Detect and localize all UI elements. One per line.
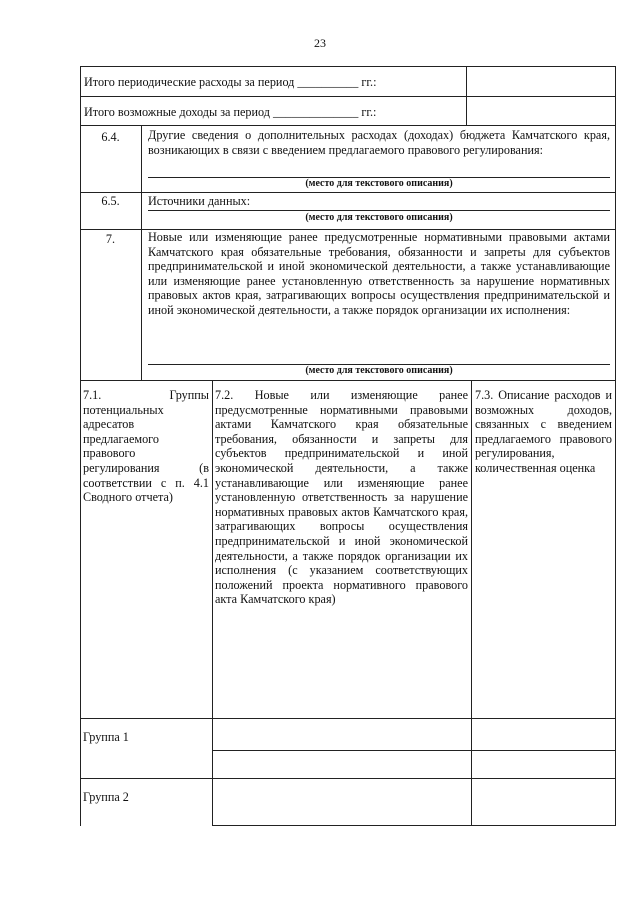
totals-table — [80, 66, 616, 126]
col2-header: 7.2. Новые или изменяющие ранее предусмотренные нормативными правовыми актами Камчатского края обязательные требования, обязанности и запреты для субъектов предпринимательской и иной экономической деятельности, а также устанавливающие или изменяющие ранее установленную ответственность за нарушение нормативных правовых актов Камчатского края, затрагивающих вопросы осуществления предпринимательской и иной экономической деятельности, а также порядок организации их исполнения (с указанием соответствующих положений проекта нормативного правового акта Камчатского края) — [215, 388, 468, 607]
sections-block — [80, 126, 616, 381]
group-1-label: Группа 1 — [83, 730, 129, 744]
section-6-5-text: Источники данных: — [148, 194, 251, 208]
section-7-caption: (место для текстового описания) — [305, 365, 453, 376]
section-6-4-number: 6.4. — [101, 130, 120, 144]
requirements-table — [80, 380, 616, 826]
group-2-label: Группа 2 — [83, 790, 129, 804]
section-6-5-caption: (место для текстового описания) — [305, 212, 453, 223]
col3-header: 7.3. Описание расходов и возможных доходов, связанных с введением предлагаемого правового регулирования, количественная оценка — [475, 388, 612, 475]
section-6-4-caption: (место для текстового описания) — [305, 178, 453, 189]
total-income-label: Итого возможные доходы за период ______________ гг.: — [84, 105, 377, 119]
total-periodic-label: Итого периодические расходы за период __________ гг.: — [84, 75, 377, 89]
section-6-5-number: 6.5. — [101, 194, 120, 208]
page-number: 23 — [314, 36, 326, 50]
section-7-number: 7. — [105, 232, 116, 246]
col1-header: 7.1. Группы потенциальных адресатов предлагаемого правового регулирования (в соответствии с п. 4.1 Сводного отчета) — [83, 388, 209, 505]
section-6-4-text: Другие сведения о дополнительных расходах (доходах) бюджета Камчатского края, возникающих в связи с введением предлагаемого правового регулирования: — [148, 128, 610, 157]
section-7-text: Новые или изменяющие ранее предусмотренные нормативными правовыми актами Камчатского края обязательные требования, обязанности и запреты для субъектов предпринимательской и иной экономической деятельности, а также устанавливающие или изменяющие ранее установленную ответственность за нарушение нормативных правовых актов края, затрагивающих вопросы осуществления предпринимательской и иной экономической деятельности, а также порядок организации их исполнения: — [148, 230, 610, 317]
